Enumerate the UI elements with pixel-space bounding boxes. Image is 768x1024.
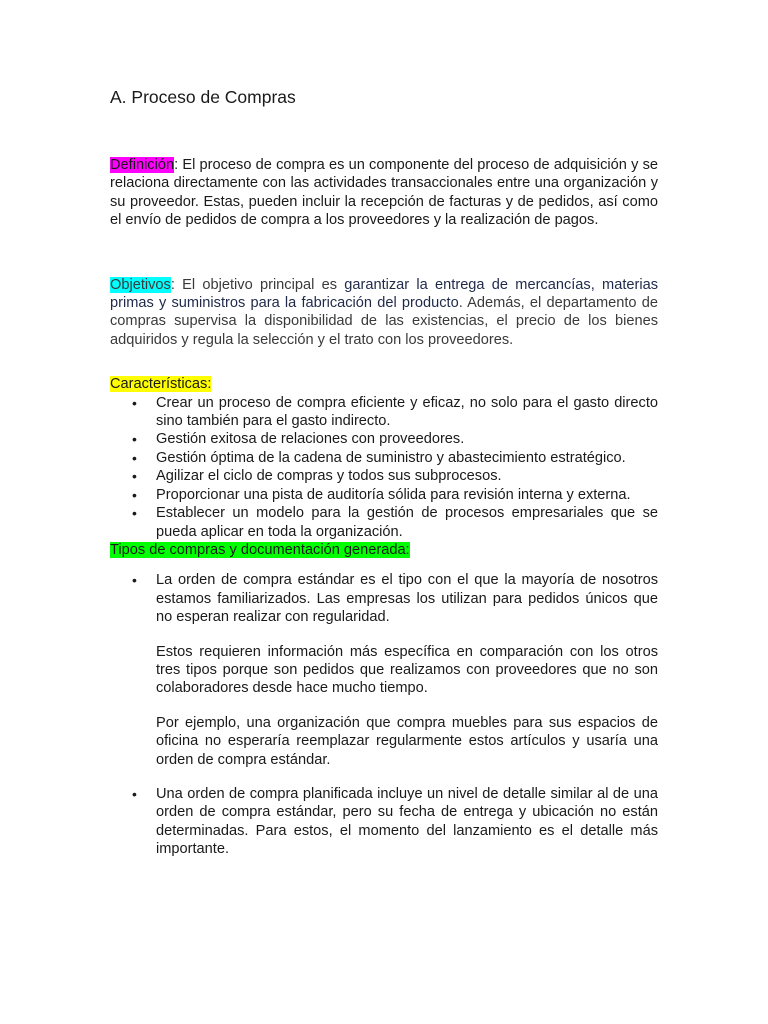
tipos-list [110, 571, 658, 626]
definicion-paragraph [110, 156, 658, 230]
bullet-icon: • [132, 394, 137, 411]
list-item-text: Establecer un modelo para la gestión de procesos empresariales que se pueda aplicar en toda la organización. [156, 505, 658, 540]
list-item-text: Agilizar el ciclo de compras y todos sus subprocesos. [156, 468, 502, 485]
list-item [110, 486, 658, 504]
definicion-label: Definición [110, 157, 175, 173]
tipos-heading [110, 541, 658, 559]
bullet-icon: • [132, 572, 137, 589]
definicion-text: : El proceso de compra es un componente del proceso de adquisición y se relaciona directamente con las actividades transaccionales entre una organización y su proveedor. Estas, pueden incluir la recepción de facturas y de pedidos, así como el envío de pedidos de compra a los proveedores y la realización de pagos. [110, 157, 658, 229]
document-page [110, 86, 658, 859]
list-item-text: Crear un proceso de compra eficiente y eficaz, no solo para el gasto directo sino también para el gasto indirecto. [156, 394, 658, 430]
caracteristicas-heading [110, 375, 658, 393]
tipos-list-2 [110, 785, 658, 859]
objetivos-text-emphasis: garantizar la entrega de mercancías, materias primas y suministros para la fabricación del producto [110, 276, 659, 312]
bullet-icon: • [132, 468, 137, 485]
bullet-icon: • [132, 486, 137, 503]
caracteristicas-label: Características: [110, 376, 212, 393]
list-item-text: Una orden de compra planificada incluye un nivel de detalle similar al de una orden de compra estándar, pero su fecha de entrega y ubicación no están determinadas. Para estos, el momento del lanzamiento es el detalle más importante. [156, 785, 658, 858]
objetivos-text-c: . Además, el departamento de compras supervisa la disponibilidad de las existencias, el precio de los bienes adquiridos y regula la selección y el trato con los proveedores. [110, 295, 658, 348]
tipos-label: Tipos de compras y documentación generada: [110, 541, 410, 558]
page-title: A. Proceso de Compras [110, 87, 296, 107]
list-item-text: Proporcionar una pista de auditoría sólida para revisión interna y externa. [156, 486, 631, 503]
list-item-text: Gestión exitosa de relaciones con proveedores. [156, 431, 465, 448]
list-item [110, 467, 658, 485]
list-item [110, 449, 658, 467]
bullet-icon: • [132, 431, 137, 448]
list-item-text: La orden de compra estándar es el tipo con el que la mayoría de nosotros estamos familiarizados. Las empresas los utilizan para pedidos únicos que no esperan realizar con regularidad. [156, 572, 658, 626]
list-item [110, 785, 658, 859]
list-item [110, 571, 658, 626]
objetivos-text-a: : El objetivo principal es [170, 276, 345, 293]
list-item [110, 430, 658, 448]
objetivos-paragraph [110, 276, 658, 350]
list-item [110, 504, 658, 541]
tipos-paragraph-1: Estos requieren información más específica en comparación con los otros tres tipos porque son pedidos que realizamos con proveedores que no son colaboradores desde hace mucho tiempo. [156, 643, 658, 697]
bullet-icon: • [132, 785, 137, 802]
bullet-icon: • [132, 505, 137, 522]
objetivos-label: Objetivos [110, 276, 171, 293]
list-item [110, 394, 658, 431]
list-item-text: Gestión óptima de la cadena de suministro y abastecimiento estratégico. [156, 449, 626, 466]
tipos-paragraph-2: Por ejemplo, una organización que compra muebles para sus espacios de oficina no esperaría reemplazar regularmente estos artículos y usaría una orden de compra estándar. [156, 714, 658, 768]
bullet-icon: • [132, 449, 137, 466]
caracteristicas-list [110, 394, 658, 541]
